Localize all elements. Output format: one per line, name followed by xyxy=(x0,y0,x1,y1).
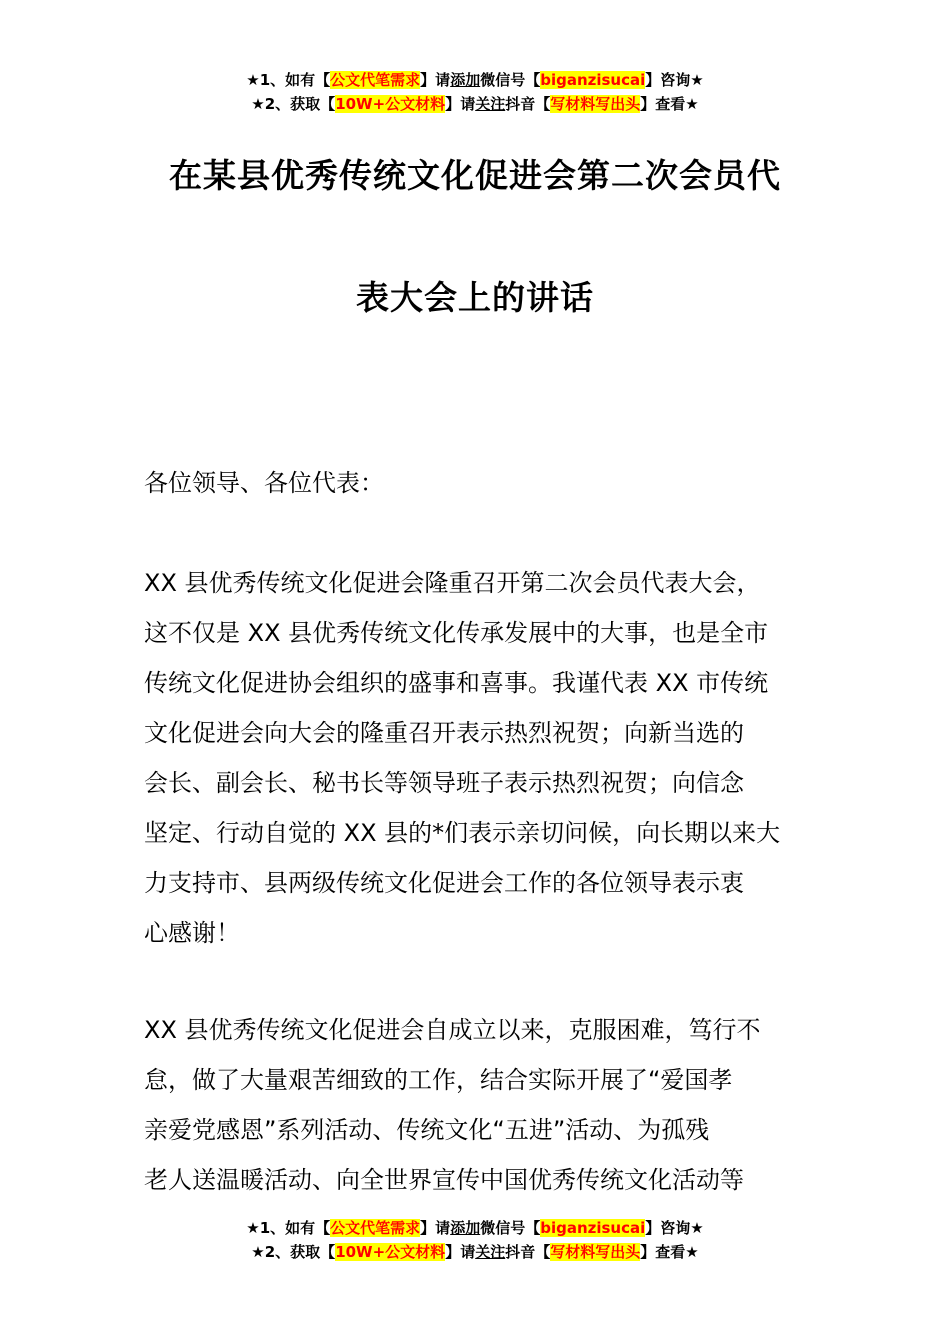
banner-text: ★1、如有【 xyxy=(246,71,331,89)
banner-underlined-text: 关注 xyxy=(475,95,506,113)
footer-banner xyxy=(0,1216,950,1264)
banner-text: ★2、获取【 xyxy=(251,95,336,113)
paragraph-2 xyxy=(144,1005,808,1205)
banner-text: 】请 xyxy=(445,95,476,113)
banner-highlight: biganzisucai xyxy=(540,71,646,89)
document-title-line-2: 表大会上的讲话 xyxy=(356,278,594,317)
banner-text: 】查看★ xyxy=(640,1243,699,1261)
banner-text: 】查看★ xyxy=(640,95,699,113)
paragraph-line: 坚定、行动自觉的 XX 县的*们表示亲切问候，向长期以来大 xyxy=(144,819,781,847)
banner-line-2 xyxy=(0,1240,950,1264)
banner-highlight: 10W+公文材料 xyxy=(335,95,446,113)
banner-underlined-text: 添加 xyxy=(450,1219,481,1237)
banner-line-1 xyxy=(0,68,950,92)
greeting: 各位领导、各位代表： xyxy=(144,469,384,497)
paragraph-line: XX 县优秀传统文化促进会自成立以来，克服困难，笃行不 xyxy=(144,1016,761,1044)
paragraph-line: 心感谢！ xyxy=(144,919,240,947)
paragraph-line: 老人送温暖活动、向全世界宣传中国优秀传统文化活动等 xyxy=(144,1166,744,1194)
banner-highlight: biganzisucai xyxy=(540,1219,646,1237)
document-title-line-1: 在某县优秀传统文化促进会第二次会员代 xyxy=(169,156,781,195)
banner-line-2 xyxy=(0,92,950,116)
paragraph-line: 怠，做了大量艰苦细致的工作，结合实际开展了“爱国孝 xyxy=(144,1066,733,1094)
paragraph-line: 亲爱党感恩”系列活动、传统文化“五进”活动、为孤残 xyxy=(144,1116,710,1144)
banner-highlight: 10W+公文材料 xyxy=(335,1243,446,1261)
banner-text: 】请 xyxy=(420,71,451,89)
header-banner xyxy=(0,68,950,116)
banner-highlight: 公文代笔需求 xyxy=(330,1219,421,1237)
banner-text: 】咨询★ xyxy=(645,71,704,89)
banner-text: 微信号【 xyxy=(480,1219,541,1237)
banner-highlight: 写材料写出头 xyxy=(550,95,641,113)
banner-highlight: 公文代笔需求 xyxy=(330,71,421,89)
banner-text: 】请 xyxy=(420,1219,451,1237)
banner-highlight: 写材料写出头 xyxy=(550,1243,641,1261)
banner-line-1 xyxy=(0,1216,950,1240)
paragraph-line: 这不仅是 XX 县优秀传统文化传承发展中的大事，也是全市 xyxy=(144,619,769,647)
banner-text: 】请 xyxy=(445,1243,476,1261)
banner-text: 】咨询★ xyxy=(645,1219,704,1237)
banner-text: 微信号【 xyxy=(480,71,541,89)
paragraph-line: XX 县优秀传统文化促进会隆重召开第二次会员代表大会， xyxy=(144,569,761,597)
banner-text: ★2、获取【 xyxy=(251,1243,336,1261)
banner-underlined-text: 关注 xyxy=(475,1243,506,1261)
paragraph-line: 力支持市、县两级传统文化促进会工作的各位领导表示衷 xyxy=(144,869,744,897)
banner-text: 抖音【 xyxy=(505,95,551,113)
banner-text: ★1、如有【 xyxy=(246,1219,331,1237)
banner-underlined-text: 添加 xyxy=(450,71,481,89)
banner-text: 抖音【 xyxy=(505,1243,551,1261)
paragraph-1 xyxy=(144,558,808,958)
paragraph-line: 文化促进会向大会的隆重召开表示热烈祝贺；向新当选的 xyxy=(144,719,744,747)
paragraph-line: 会长、副会长、秘书长等领导班子表示热烈祝贺；向信念 xyxy=(144,769,744,797)
paragraph-line: 传统文化促进协会组织的盛事和喜事。我谨代表 XX 市传统 xyxy=(144,669,769,697)
